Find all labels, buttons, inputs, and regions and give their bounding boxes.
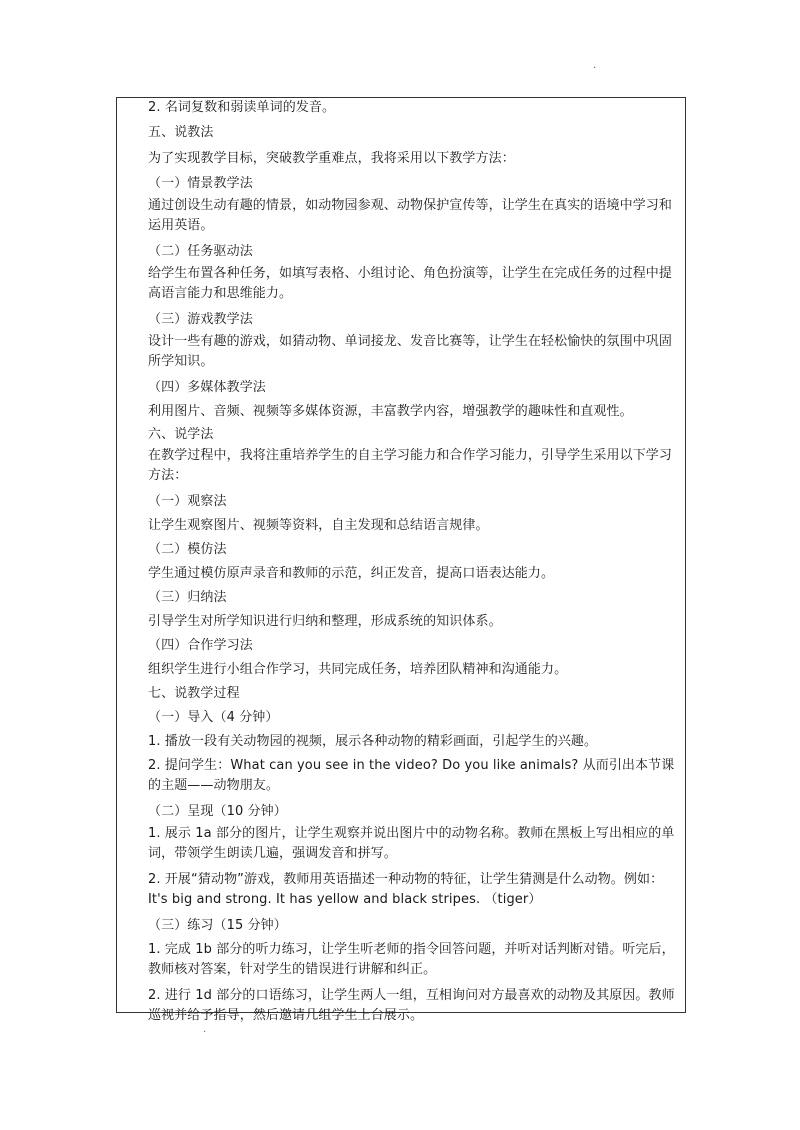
paragraph: 1. 完成 1b 部分的听力练习，让学生听老师的指令回答问题，并听对话判断对错。听完后，教师核对答案，针对学生的错误进行讲解和纠正。 (148, 942, 675, 977)
subheading: （三）游戏教学法 (148, 312, 253, 327)
paragraph: 给学生布置各种任务，如填写表格、小组讨论、角色扮演等，让学生在完成任务的过程中提高语言能力和思维能力。 (148, 266, 673, 301)
subheading: （一）导入（4 分钟） (148, 710, 279, 725)
section-heading: 七、说教学过程 (148, 686, 240, 701)
paragraph: 2. 提问学生：What can you see in the video? Do you like animals? 从而引出本节课的主题——动物朋友。 (148, 758, 675, 793)
page-mark-top: . (593, 60, 597, 71)
paragraph: 通过创设生动有趣的情景，如动物园参观、动物保护宣传等，让学生在真实的语境中学习和运用英语。 (148, 198, 673, 233)
subheading: （一）观察法 (148, 494, 227, 509)
section-heading: 五、说教法 (148, 125, 214, 140)
paragraph: 设计一些有趣的游戏，如猜动物、单词接龙、发音比赛等，让学生在轻松愉快的氛围中巩固所学知识。 (148, 334, 673, 369)
paragraph: 在教学过程中，我将注重培养学生的自主学习能力和合作学习能力，引导学生采用以下学习方法： (148, 448, 673, 483)
subheading: （一）情景教学法 (148, 176, 253, 191)
text-line: 学生通过模仿原声录音和教师的示范，纠正发音，提高口语表达能力。 (148, 566, 555, 581)
subheading: （二）呈现（10 分钟） (148, 804, 287, 819)
section-heading: 六、说学法 (148, 427, 214, 442)
subheading: （四）合作学习法 (148, 638, 253, 653)
text-line: 利用图片、音频、视频等多媒体资源，丰富教学内容，增强教学的趣味性和直观性。 (148, 404, 633, 419)
text-line: 引导学生对所学知识进行归纳和整理，形成系统的知识体系。 (148, 614, 502, 629)
text-line: 为了实现教学目标，突破教学重难点，我将采用以下教学方法： (148, 151, 515, 166)
paragraph: 2. 进行 1d 部分的口语练习，让学生两人一组，互相询问对方最喜欢的动物及其原因。教师巡视并给予指导，然后邀请几组学生上台展示。 (148, 988, 675, 1023)
text-line: 组织学生进行小组合作学习，共同完成任务，培养团队精神和沟通能力。 (148, 662, 568, 677)
subheading: （二）任务驱动法 (148, 244, 253, 259)
text-line: 2. 名词复数和弱读单词的发音。 (148, 100, 336, 115)
text-line: 让学生观察图片、视频等资料，自主发现和总结语言规律。 (148, 518, 489, 533)
page-mark-bottom: . (203, 1024, 207, 1035)
subheading: （三）练习（15 分钟） (148, 918, 287, 933)
paragraph: 1. 展示 1a 部分的图片，让学生观察并说出图片中的动物名称。教师在黑板上写出相应的单词，带领学生朗读几遍，强调发音和拼写。 (148, 826, 675, 861)
paragraph: 2. 开展“猜动物”游戏，教师用英语描述一种动物的特征，让学生猜测是什么动物。例如：It's big and strong. It has yellow and black stripes. （tiger） (148, 872, 664, 907)
subheading: （三）归纳法 (148, 590, 227, 605)
subheading: （二）模仿法 (148, 542, 227, 557)
subheading: （四）多媒体教学法 (148, 380, 266, 395)
text-line: 1. 播放一段有关动物园的视频，展示各种动物的精彩画面，引起学生的兴趣。 (148, 734, 598, 749)
